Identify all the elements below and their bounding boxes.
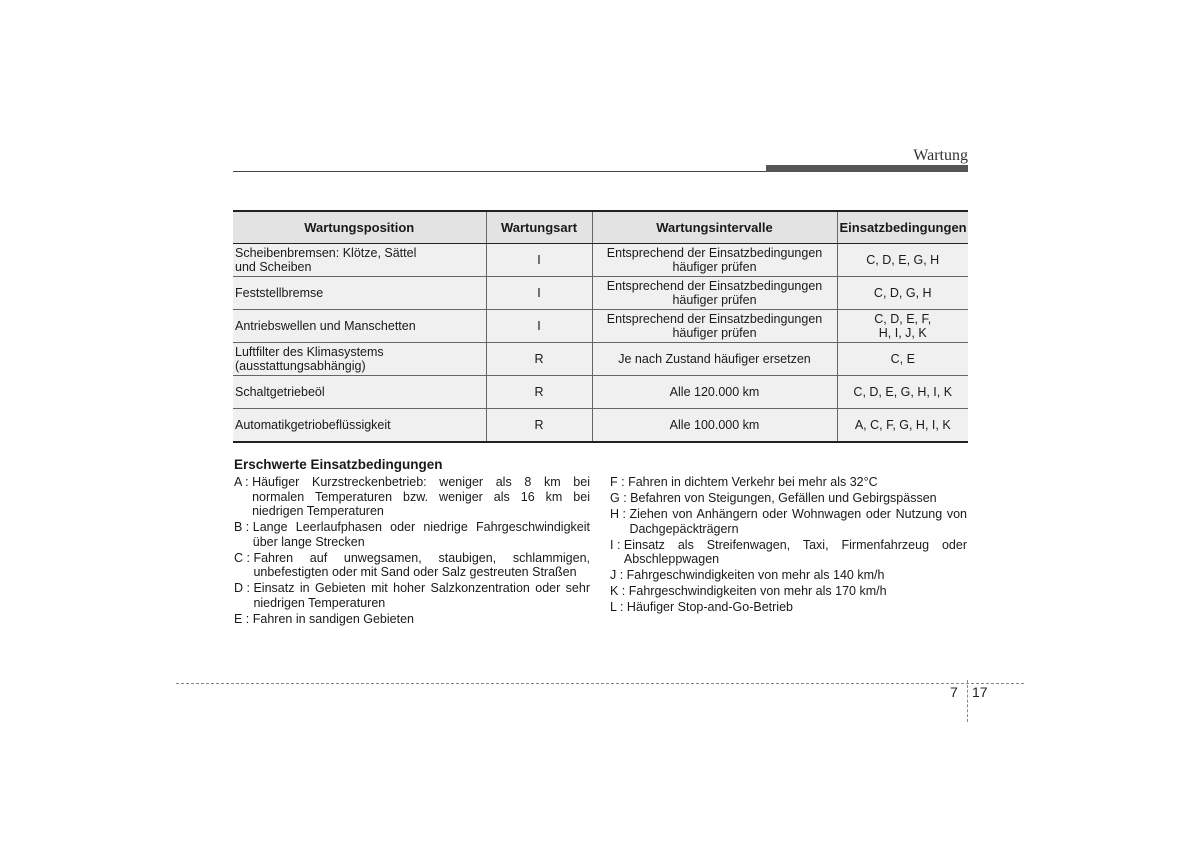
table-header-row [233,211,968,244]
condition-text: Befahren von Steigungen, Gefällen und Gebirgspässen [630,491,937,505]
condition-text: Fahrgeschwindigkeiten von mehr als 170 km/h [628,584,887,598]
page-number: 17 [972,684,988,700]
condition-item [610,600,967,615]
maintenance-table [233,210,968,443]
condition-key: D : [234,581,254,595]
column-header-interval: Wartungsintervalle [592,211,837,244]
condition-key: L : [610,600,627,614]
row-type: I [486,277,592,310]
condition-key: B : [234,520,253,534]
section-title: Wartung [913,147,968,164]
row-position: Schaltgetriebeöl [233,376,486,409]
row-conditions: C, E [837,343,968,376]
conditions-list-right [610,475,967,616]
condition-text: Fahren auf unwegsamen, staubigen, schlammigen, unbefestigten oder mit Sand oder Salz gestreuten Straßen [253,550,590,579]
condition-key: A : [234,475,253,489]
condition-item [610,584,967,599]
row-position: Luftfilter des Klimasystems (ausstattungsabhängig) [233,343,486,376]
condition-text: Fahren in dichtem Verkehr bei mehr als 32°C [628,475,878,489]
condition-item [610,475,967,490]
condition-item [610,538,967,567]
condition-key: E : [234,611,253,626]
condition-key: G : [610,491,631,505]
row-type: I [486,310,592,343]
conditions-list-left [234,475,590,628]
page-divider [967,680,968,722]
table-row [233,409,968,443]
table-body [233,244,968,443]
row-position: Antriebswellen und Manschetten [233,310,486,343]
condition-key: C : [234,550,254,565]
condition-text: Ziehen von Anhängern oder Wohnwagen oder Nutzung von Dachgepäckträgern [629,507,967,536]
condition-item [610,507,967,536]
row-conditions: C, D, E, F, H, I, J, K [837,310,968,343]
condition-key: J : [610,568,627,582]
condition-item [234,612,590,627]
row-position: Feststellbremse [233,277,486,310]
condition-item [234,520,590,549]
row-interval: Entsprechend der Einsatzbedingungen häufiger prüfen [592,310,837,343]
condition-text: Lange Leerlaufphasen oder niedrige Fahrgeschwindigkeit über lange Strecken [252,520,590,549]
condition-key: H : [610,507,630,521]
table-row [233,310,968,343]
row-position: Automatikgetriobeflüssigkeit [233,409,486,443]
row-type: R [486,343,592,376]
row-interval: Je nach Zustand häufiger ersetzen [592,343,837,376]
table-row [233,277,968,310]
row-type: R [486,409,592,443]
row-conditions: C, D, E, G, H, I, K [837,376,968,409]
column-header-conditions: Einsatzbedingungen [837,211,968,244]
row-type: I [486,244,592,277]
row-type: R [486,376,592,409]
table-row [233,244,968,277]
header-accent-bar [766,165,968,172]
condition-text: Häufiger Stop-and-Go-Betrieb [626,600,793,614]
row-position: Scheibenbremsen: Klötze, Sättel und Scheiben [233,244,486,277]
condition-text: Fahren in sandigen Gebieten [252,611,414,626]
row-conditions: C, D, E, G, H [837,244,968,277]
page-chapter-number: 7 [950,684,958,700]
column-header-position: Wartungsposition [233,211,486,244]
condition-text: Einsatz in Gebieten mit hoher Salzkonzentration oder sehr niedrigen Temperaturen [253,581,590,610]
header-rule [233,171,766,172]
row-interval: Alle 120.000 km [592,376,837,409]
row-conditions: A, C, F, G, H, I, K [837,409,968,443]
row-interval: Entsprechend der Einsatzbedingungen häufiger prüfen [592,277,837,310]
table-row [233,376,968,409]
condition-item [610,568,967,583]
row-interval: Alle 100.000 km [592,409,837,443]
condition-key: K : [610,584,629,598]
condition-text: Einsatz als Streifenwagen, Taxi, Firmenfahrzeug oder Abschleppwagen [623,537,967,566]
condition-item [234,551,590,580]
row-interval: Entsprechend der Einsatzbedingungen häufiger prüfen [592,244,837,277]
condition-item [610,491,967,506]
row-conditions: C, D, G, H [837,277,968,310]
condition-text: Häufiger Kurzstreckenbetrieb: weniger als 8 km bei normalen Temperaturen bzw. weniger als 16 km bei niedrigen Temperaturen [252,475,590,518]
condition-item [234,581,590,610]
conditions-title: Erschwerte Einsatzbedingungen [234,457,443,472]
table-row [233,343,968,376]
footer-rule [176,683,1024,684]
condition-text: Fahrgeschwindigkeiten von mehr als 140 km/h [626,568,885,582]
condition-key: F : [610,475,629,489]
condition-key: I : [610,537,624,552]
condition-item [234,475,590,519]
column-header-type: Wartungsart [486,211,592,244]
